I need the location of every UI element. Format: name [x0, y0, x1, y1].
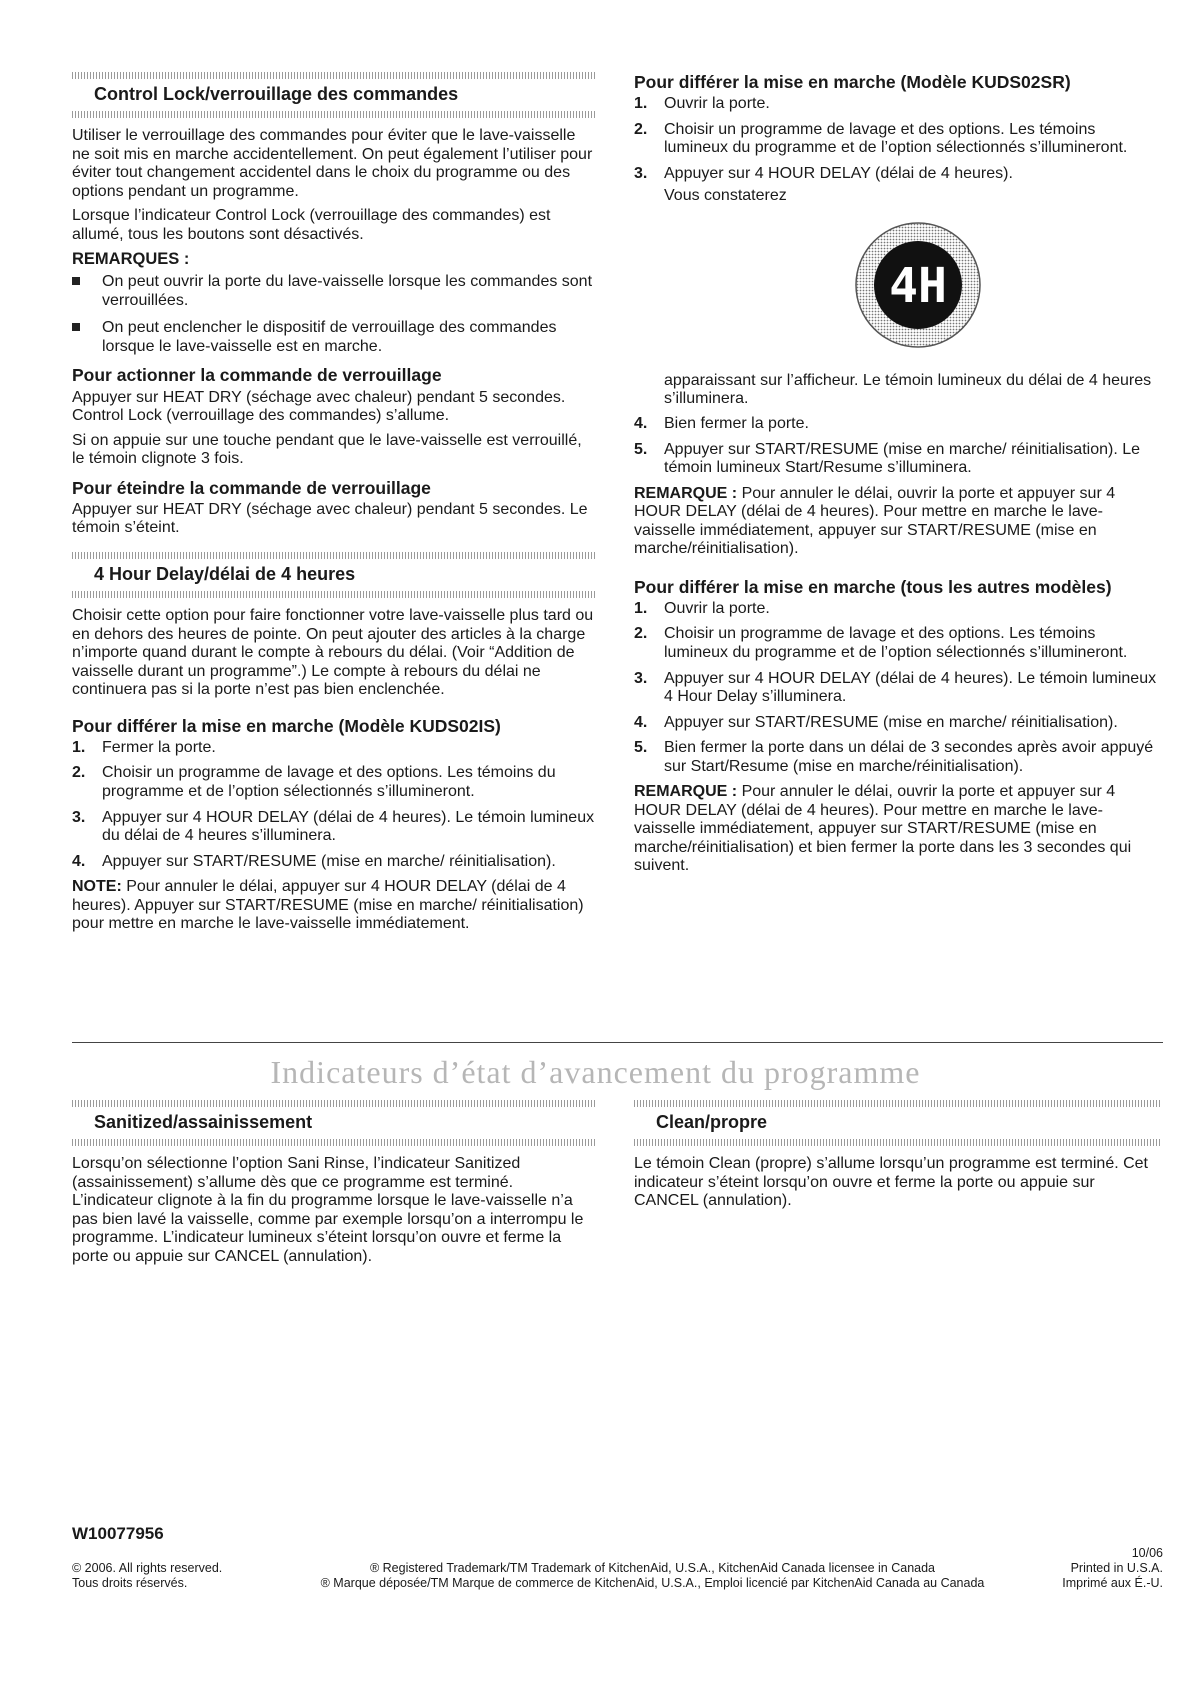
list-item: 4. Bien fermer la porte. — [634, 414, 809, 432]
activate-lock-para1: Appuyer sur HEAT DRY (séchage avec chaleur) pendant 5 secondes. Control Lock (verrouillage des commandes) s’allume. — [72, 388, 566, 425]
display-readout: 4H — [889, 257, 947, 314]
after-display-text: apparaissant sur l’afficheur. Le témoin lumineux du délai de 4 heures s’illuminera. — [664, 371, 1152, 408]
list-item: 1. Ouvrir la porte. — [634, 599, 770, 617]
section-divider — [72, 552, 595, 559]
document-number: W10077956 — [72, 1524, 164, 1543]
kuds02is-steps — [72, 739, 595, 871]
activate-lock-para2: Si on appuie sur une touche pendant que le lave-vaisselle est verrouillé, le témoin clignote 3 fois. — [72, 431, 582, 468]
footer-row — [72, 1546, 1163, 1591]
list-item: 2. Choisir un programme de lavage et des options. Les témoins lumineux du programme et de l’option sélectionnés s’illumineront. — [634, 625, 1128, 661]
you-see-text: Vous constaterez — [664, 187, 787, 205]
list-item: 5. Bien fermer la porte dans un délai de 3 secondes après avoir appuyé sur Start/Resume (mise en marche/réinitialisation). — [634, 739, 1154, 775]
right-column — [634, 72, 1162, 882]
section-divider — [72, 111, 595, 118]
deactivate-lock-para: Appuyer sur HEAT DRY (séchage avec chaleur) pendant 5 secondes. Le témoin s’éteint. — [72, 500, 588, 537]
copyright: © 2006. All rights reserved. — [72, 1561, 223, 1576]
trademark-en: ® Registered Trademark/TM Trademark of KitchenAid, U.S.A., KitchenAid Canada licensee in Canada — [369, 1561, 936, 1576]
list-item: 1. Fermer la porte. — [72, 738, 216, 756]
sanitized-section — [72, 1100, 595, 1272]
delay-display — [674, 220, 1162, 350]
delay-title: 4 Hour Delay/délai de 4 heures — [94, 564, 356, 584]
horizontal-rule — [72, 1042, 1163, 1043]
section-divider — [72, 1139, 595, 1146]
display-illustration — [853, 220, 983, 350]
bullet-square-icon — [72, 277, 80, 285]
left-column — [72, 72, 595, 940]
footer — [72, 1524, 1163, 1591]
kuds02sr-steps-continued — [634, 415, 1162, 478]
bullet-square-icon — [72, 323, 80, 331]
kuds02sr-steps — [634, 95, 1162, 183]
section-banner: Indicateurs d’état d’avancement du programme — [270, 1054, 921, 1090]
list-item: 2. Choisir un programme de lavage et des options. Les témoins du programme et de l’option sélectionnés s’illumineront. — [72, 764, 556, 800]
kuds02is-heading: Pour différer la mise en marche (Modèle KUDS02IS) — [72, 715, 501, 736]
remarks-list — [72, 273, 595, 356]
sanitized-text: Lorsqu’on sélectionne l’option Sani Rinse, l’indicateur Sanitized (assainissement) s’allume dès que ce programme est terminé. L’indicateur clignote à la fin du programme lorsque le lave-vaisselle n’a pas bien lavé la vaisselle, comme par exemple lorsqu’on a interrompu le programme. L’indicateur lumineux s’éteint lorsqu’on ouvre et ferme la porte ou appuie sur CANCEL (annulation). — [72, 1155, 584, 1265]
kuds02sr-remark: REMARQUE : Pour annuler le délai, ouvrir la porte et appuyer sur 4 HOUR DELAY (délai de 4 heures). Pour mettre en marche le lave-vaisselle immédiatement, appuyer sur START/RESUME (mise en marche/réinitialisation). — [634, 484, 1116, 558]
printed-fr: Imprimé aux É.-U. — [1062, 1576, 1163, 1591]
deactivate-lock-heading: Pour éteindre la commande de verrouillage — [72, 477, 431, 498]
section-divider — [72, 72, 595, 79]
other-models-remark: REMARQUE : Pour annuler le délai, ouvrir la porte et appuyer sur 4 HOUR DELAY (délai de 4 heures). Pour mettre en marche le lave-vaisselle immédiatement, appuyer sur START/RESUME (mise en marche/réinitialisation) et bien fermer la porte dans les 3 secondes qui suivent. — [634, 783, 1132, 875]
clean-section — [634, 1100, 1162, 1217]
activate-lock-heading: Pour actionner la commande de verrouillage — [72, 365, 442, 386]
rights-fr: Tous droits réservés. — [72, 1576, 188, 1591]
delay-note: NOTE: Pour annuler le délai, appuyer sur 4 HOUR DELAY (délai de 4 heures). Appuyer sur START/RESUME (mise en marche/ réinitialisation) pour mettre en marche le lave-vaisselle immédiatement. — [72, 878, 584, 933]
control-lock-title: Control Lock/verrouillage des commandes — [94, 84, 459, 104]
section-divider — [72, 1100, 595, 1107]
list-item: 3. Appuyer sur 4 HOUR DELAY (délai de 4 heures). Le témoin lumineux du délai de 4 heures s’illuminera. — [72, 808, 595, 845]
trademark-fr: ® Marque déposée/TM Marque de commerce de KitchenAid, U.S.A., Emploi licencié par KitchenAid Canada au Canada — [320, 1576, 985, 1591]
list-item: 4. Appuyer sur START/RESUME (mise en marche/ réinitialisation). — [634, 713, 1118, 731]
control-lock-para1: Utiliser le verrouillage des commandes pour éviter que le lave-vaisselle ne soit mis en marche accidentellement. On peut également l’utiliser pour éviter tout changement accidentel dans le choix du programme ou des options pendant un programme. — [72, 127, 593, 200]
control-lock-para2: Lorsque l’indicateur Control Lock (verrouillage des commandes) est allumé, tous les boutons sont désactivés. — [72, 207, 551, 243]
list-item: 2. Choisir un programme de lavage et des options. Les témoins lumineux du programme et de l’option sélectionnés s’illumineront. — [634, 120, 1128, 157]
clean-text: Le témoin Clean (propre) s’allume lorsqu’un programme est terminé. Cet indicateur s’éteint lorsqu’on ouvre et ferme la porte ou appuie sur CANCEL (annulation). — [634, 1155, 1148, 1210]
kuds02sr-heading: Pour différer la mise en marche (Modèle KUDS02SR) — [634, 72, 1071, 92]
printed-en: Printed in U.S.A. — [1070, 1561, 1163, 1576]
list-item: 3. Appuyer sur 4 HOUR DELAY (délai de 4 heures). Le témoin lumineux 4 Hour Delay s’illuminera. — [634, 669, 1157, 706]
other-models-steps — [634, 600, 1162, 776]
delay-para: Choisir cette option pour faire fonctionner votre lave-vaisselle plus tard ou en dehors des heures de pointe. On peut ajouter des articles à la charge n’importe quand durant le compte à rebours du délai. (Voir “Addition de vaisselle durant un programme”.) Le compte à rebours du délai ne continuera pas si la porte n’est pas bien enclenchée. — [72, 607, 594, 699]
list-item: 3. Appuyer sur 4 HOUR DELAY (délai de 4 heures). — [634, 164, 1013, 182]
remarks-label: REMARQUES : — [72, 250, 190, 269]
sanitized-title: Sanitized/assainissement — [94, 1112, 313, 1132]
list-item: 1. Ouvrir la porte. — [634, 95, 770, 113]
list-item: On peut enclencher le dispositif de verrouillage des commandes lorsque le lave-vaisselle est en marche. — [72, 319, 595, 356]
section-divider — [634, 1100, 1162, 1107]
list-item: 4. Appuyer sur START/RESUME (mise en marche/ réinitialisation). — [72, 852, 556, 870]
section-divider — [634, 1139, 1162, 1146]
section-divider — [72, 591, 595, 598]
list-item: On peut ouvrir la porte du lave-vaisselle lorsque les commandes sont verrouillées. — [72, 273, 595, 310]
other-models-heading: Pour différer la mise en marche (tous les autres modèles) — [634, 576, 1112, 597]
clean-title: Clean/propre — [656, 1112, 768, 1132]
print-date: 10/06 — [1131, 1546, 1163, 1561]
list-item: 5. Appuyer sur START/RESUME (mise en marche/ réinitialisation). Le témoin lumineux Start/Resume s’illuminera. — [634, 440, 1141, 477]
